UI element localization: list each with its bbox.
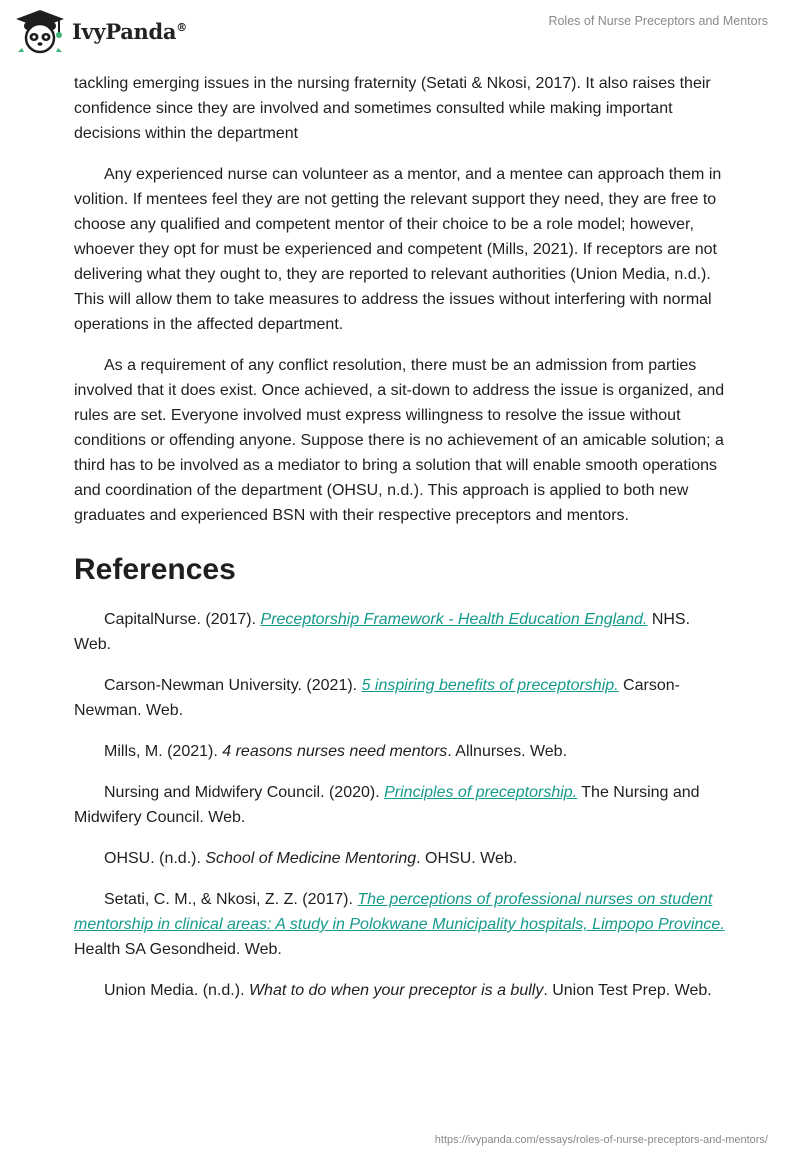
reference-link[interactable]: 5 inspiring benefits of preceptorship. <box>361 677 619 694</box>
reference-item <box>74 739 726 764</box>
reference-link[interactable]: The perceptions of professional nurses on student mentorship in clinical areas: A study in Polokwane Municipality hospitals, Limpopo Province. <box>74 891 725 933</box>
reference-title: What to do when your preceptor is a bully <box>248 982 544 999</box>
reference-link[interactable]: Principles of preceptorship. <box>384 784 578 801</box>
reference-source: Carson-Newman. Web. <box>74 677 680 719</box>
reference-author: CapitalNurse. (2017). <box>104 611 261 628</box>
reference-source: . Allnurses. Web. <box>447 743 568 760</box>
reference-item <box>74 978 726 1003</box>
brand-name <box>72 19 187 44</box>
essay-content <box>74 71 726 1019</box>
reference-item <box>74 780 726 830</box>
reference-title: School of Medicine Mentoring <box>205 850 417 867</box>
reference-link[interactable]: Preceptorship Framework - Health Education England. <box>260 611 648 628</box>
registered-mark: ® <box>176 20 187 34</box>
reference-author: Mills, M. (2021). <box>104 743 223 760</box>
reference-item <box>74 673 726 723</box>
reference-source: . Union Test Prep. Web. <box>543 982 712 999</box>
reference-author: Nursing and Midwifery Council. (2020). <box>104 784 385 801</box>
reference-author: OHSU. (n.d.). <box>104 850 206 867</box>
paragraph-mentor-selection: Any experienced nurse can volunteer as a mentor, and a mentee can approach them in volition. If mentees feel they are not getting the relevant support they need, they are free to choose any qualified and competent mentor of their choice to be a role model; however, whoever they opt for must be experienced and competent (Mills, 2021). If receptors are not delivering what they ought to, they are reported to relevant authorities (Union Media, n.d.). This will allow them to take measures to address the issues without interfering with normal operations in the affected department. <box>74 166 722 333</box>
paragraph-conflict-resolution: As a requirement of any conflict resolution, there must be an admission from parties involved that it does exist. Once achieved, a sit-down to address the issue is organized, and rules are set. Everyone involved must express willingness to resolve the issue without conditions or offending anyone. Suppose there is no achievement of an amicable solution; a third has to be involved as a mediator to bring a solution that will enable smooth operations and coordination of the department (OHSU, n.d.). This approach is applied to both new graduates and experienced BSN with their respective preceptors and mentors. <box>74 357 725 524</box>
footer-url: https://ivypanda.com/essays/roles-of-nurse-preceptors-and-mentors/ <box>434 1134 768 1146</box>
panda-graduate-icon <box>14 8 66 54</box>
reference-source: NHS. Web. <box>74 611 691 653</box>
reference-source: . OHSU. Web. <box>416 850 518 867</box>
reference-source: The Nursing and Midwifery Council. Web. <box>74 784 700 826</box>
page-header <box>0 0 800 70</box>
reference-author: Setati, C. M., & Nkosi, Z. Z. (2017). <box>104 891 358 908</box>
reference-author: Union Media. (n.d.). <box>104 982 249 999</box>
reference-item <box>74 887 726 962</box>
brand-text: IvyPanda <box>72 18 177 44</box>
brand-logo[interactable] <box>14 8 187 54</box>
reference-item <box>74 846 726 871</box>
reference-item <box>74 607 726 657</box>
reference-author: Carson-Newman University. (2021). <box>104 677 362 694</box>
reference-source: Health SA Gesondheid. Web. <box>74 941 282 958</box>
references-heading: References <box>74 553 236 586</box>
document-title: Roles of Nurse Preceptors and Mentors <box>548 14 768 28</box>
paragraph-continued: tackling emerging issues in the nursing fraternity (Setati & Nkosi, 2017). It also raises their confidence since they are involved and sometimes consulted while making important decisions within the department <box>74 75 711 142</box>
reference-title: 4 reasons nurses need mentors <box>222 743 448 760</box>
